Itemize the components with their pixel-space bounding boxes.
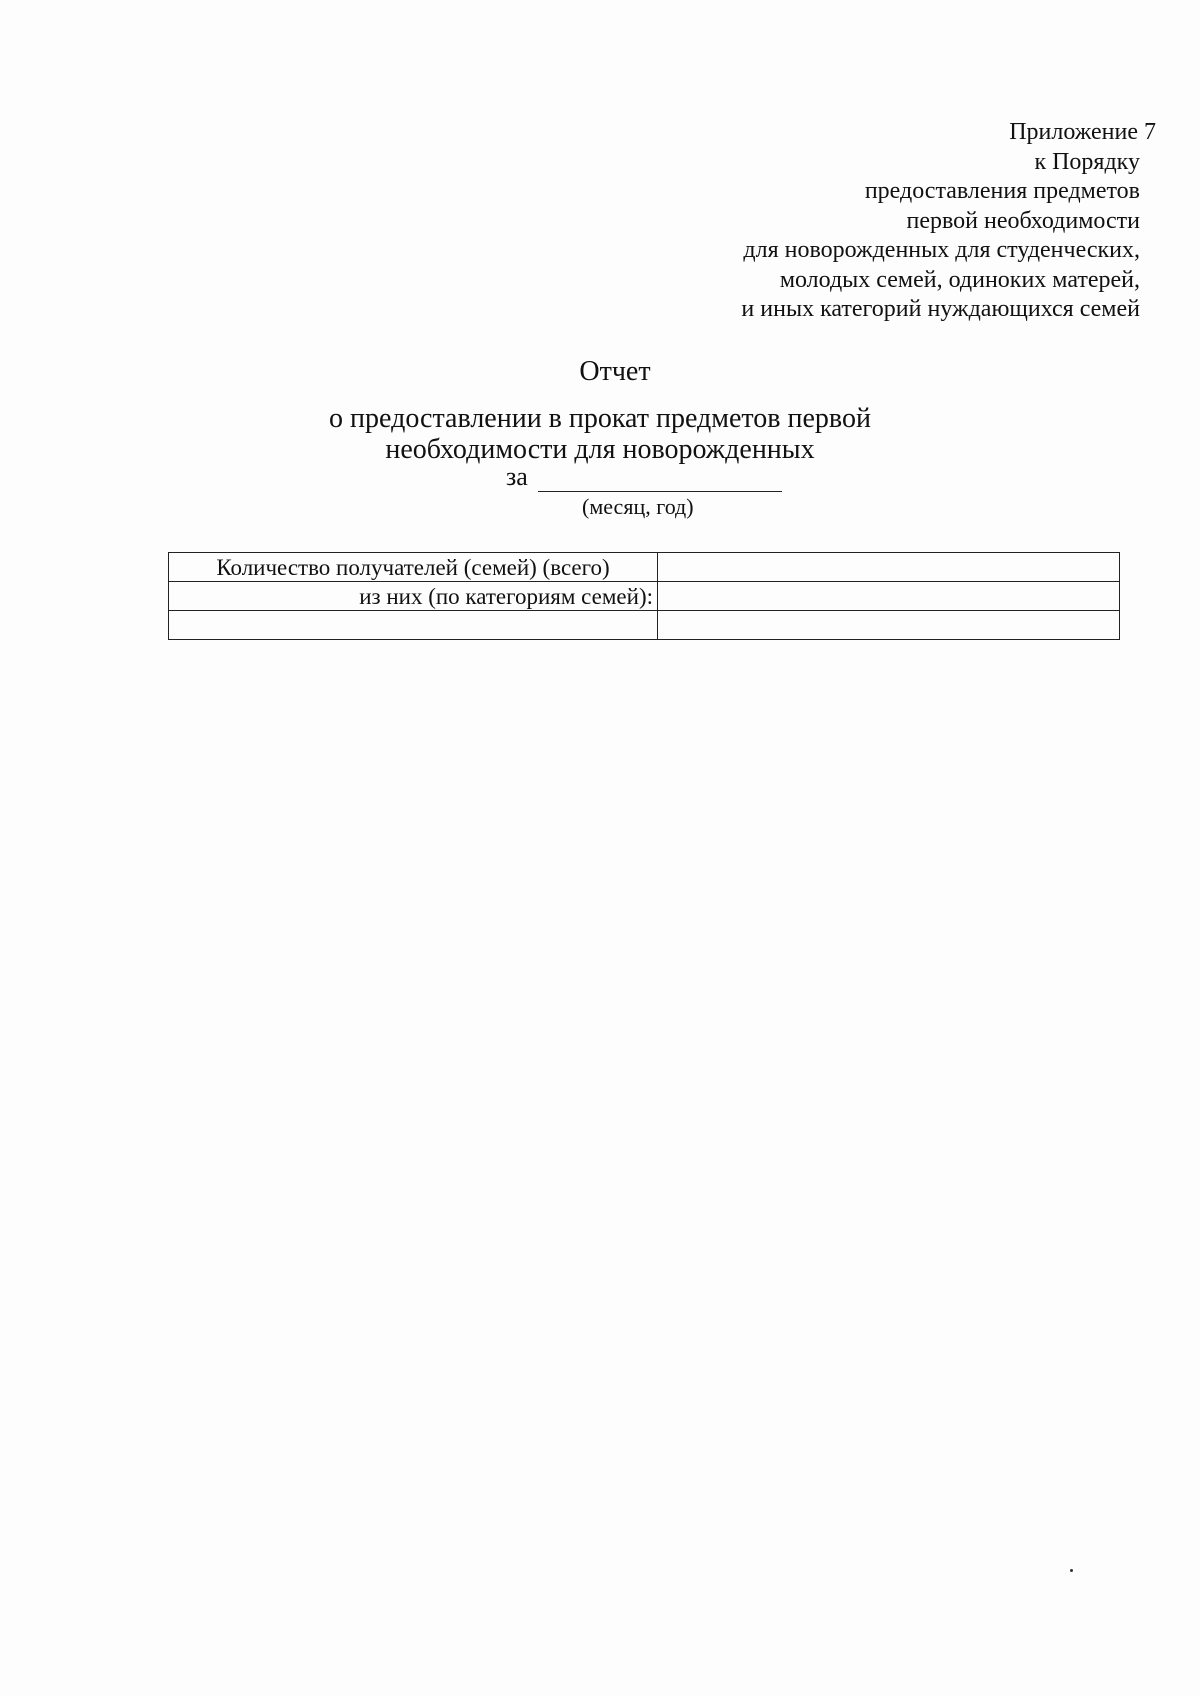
period-caption: (месяц, год) bbox=[582, 494, 694, 519]
table-row bbox=[169, 553, 1120, 582]
period-row bbox=[506, 462, 782, 492]
table-row bbox=[169, 611, 1120, 640]
table-cell-value[interactable] bbox=[658, 582, 1120, 611]
period-blank-field[interactable] bbox=[538, 465, 782, 492]
scan-speck bbox=[1070, 1569, 1073, 1572]
report-title bbox=[0, 356, 1200, 465]
table-cell-value[interactable] bbox=[658, 553, 1120, 582]
appendix-line: и иных категорий нуждающихся семей bbox=[741, 296, 1140, 322]
table-cell-value[interactable] bbox=[658, 611, 1120, 640]
table-cell-label: из них (по категориям семей): bbox=[169, 582, 658, 611]
appendix-line: первой необходимости bbox=[906, 207, 1140, 234]
appendix-line: предоставления предметов bbox=[864, 178, 1140, 204]
table-cell-label bbox=[169, 611, 658, 640]
appendix-line: Приложение 7 bbox=[1009, 119, 1156, 145]
appendix-line: для новорожденных для студенческих, bbox=[743, 237, 1140, 263]
title-main: Отчет bbox=[579, 356, 651, 387]
title-line-1: о предоставлении в прокат предметов первой bbox=[329, 403, 871, 434]
table-cell-label: Количество получателей (семей) (всего) bbox=[169, 553, 658, 582]
appendix-header bbox=[741, 118, 1156, 325]
report-table bbox=[168, 552, 1120, 640]
appendix-line: к Порядку bbox=[1034, 148, 1140, 175]
title-line-2: необходимости для новорожденных bbox=[385, 434, 815, 465]
table-row bbox=[169, 582, 1120, 611]
period-prefix: за bbox=[506, 462, 528, 491]
appendix-line: молодых семей, одиноких матерей, bbox=[779, 266, 1140, 293]
